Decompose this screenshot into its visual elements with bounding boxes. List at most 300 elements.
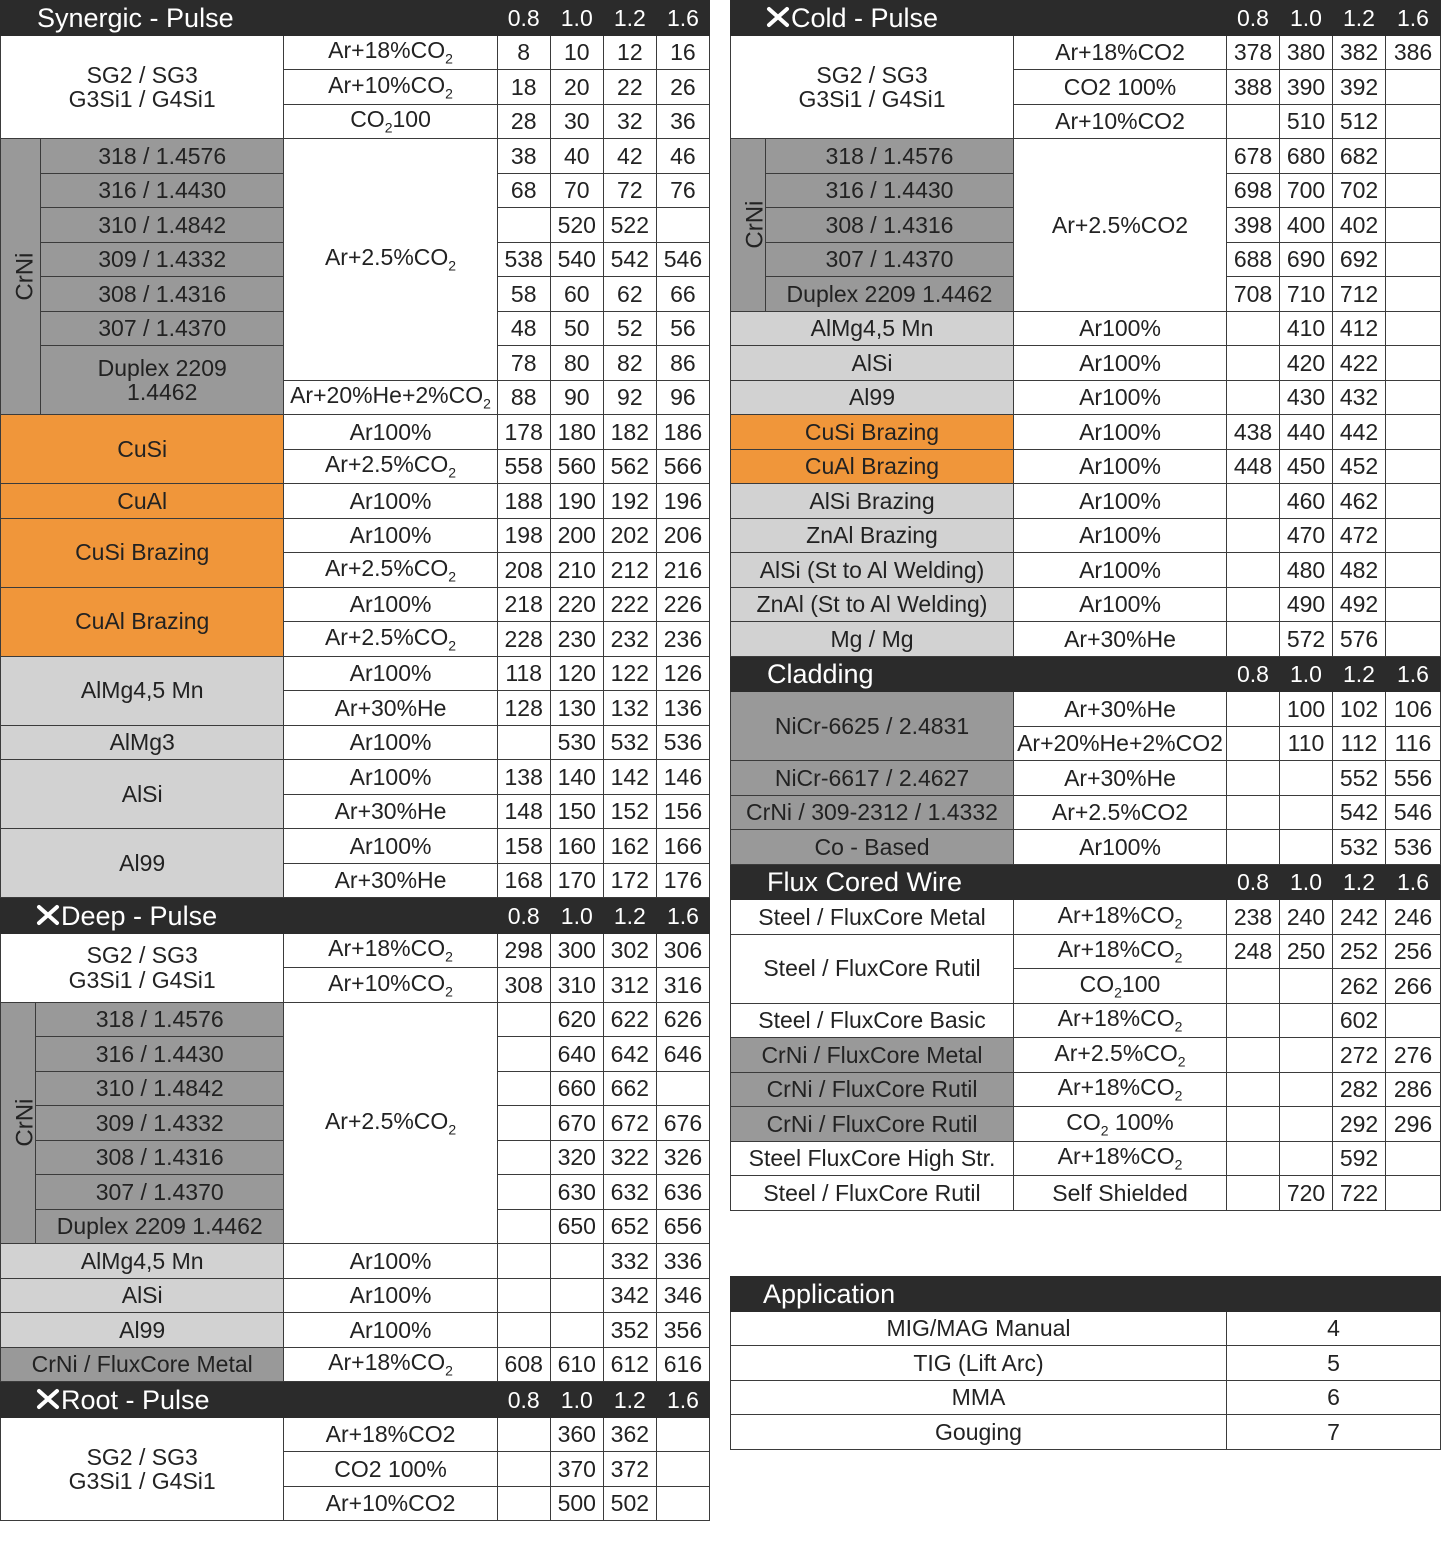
table-row — [1, 933, 710, 968]
subscript: 2 — [1100, 1122, 1109, 1139]
program-number: 652 — [603, 1209, 656, 1244]
program-number — [1386, 415, 1441, 450]
section-title — [731, 1, 1227, 36]
program-number — [1386, 380, 1441, 415]
gas-text: Ar+2.5%CO — [324, 554, 449, 581]
program-number: 460 — [1280, 484, 1333, 519]
program-number: 126 — [656, 656, 709, 691]
group-cell: CuAl Brazing — [1, 587, 284, 656]
gas-cell: Ar+18%CO2 — [284, 1417, 497, 1452]
program-number: 450 — [1280, 449, 1333, 484]
gas-cell: Ar+30%He — [284, 863, 497, 898]
program-number: 110 — [1280, 726, 1333, 761]
program-number: 636 — [656, 1175, 709, 1210]
gas-cell: Ar100% — [1014, 346, 1227, 381]
program-number: 310 — [550, 968, 603, 1003]
program-number: 148 — [497, 794, 550, 829]
program-number: 162 — [603, 829, 656, 864]
gas-text: Ar+10%CO — [328, 969, 446, 996]
program-number: 626 — [656, 1002, 709, 1037]
group-cell — [731, 139, 769, 312]
gas-text: Ar+18%CO — [1057, 1005, 1175, 1032]
program-number: 308 — [497, 968, 550, 1003]
program-number — [497, 1313, 550, 1348]
program-number: 502 — [603, 1486, 656, 1521]
program-number — [1227, 622, 1280, 657]
program-number: 710 — [1280, 277, 1333, 312]
gas-text: 100 — [392, 106, 431, 133]
table-row — [1, 484, 710, 519]
group-cell: 318 / 1.4576 — [766, 139, 1014, 174]
program-number: 372 — [603, 1452, 656, 1487]
program-number — [1227, 1176, 1280, 1211]
program-number: 196 — [656, 484, 709, 519]
group-cell — [1, 1002, 39, 1244]
program-number: 512 — [1333, 104, 1386, 139]
subscript: 2 — [1177, 1053, 1186, 1070]
program-number: 26 — [656, 70, 709, 105]
program-number: 76 — [656, 173, 709, 208]
program-number: 188 — [497, 484, 550, 519]
program-number — [497, 1037, 550, 1072]
group-cell — [1, 35, 284, 139]
table-row — [1, 35, 710, 70]
program-number: 300 — [550, 933, 603, 968]
program-number: 640 — [550, 1037, 603, 1072]
program-number — [1227, 969, 1280, 1004]
program-number: 170 — [550, 863, 603, 898]
program-number: 462 — [1333, 484, 1386, 519]
subscript: 2 — [1174, 1087, 1183, 1104]
group-label-line: SG2 / SG3 — [86, 942, 198, 969]
section-title-text: Root - Pulse — [61, 1384, 210, 1415]
program-number: 660 — [550, 1071, 603, 1106]
program-number: 646 — [656, 1037, 709, 1072]
group-label-line: SG2 / SG3 — [816, 61, 928, 88]
group-cell: 316 / 1.4430 — [36, 1037, 284, 1072]
program-number: 542 — [1333, 795, 1386, 830]
gas-cell: Ar100% — [1014, 830, 1227, 865]
group-cell: 308 / 1.4316 — [41, 277, 284, 312]
subscript: 2 — [1114, 984, 1122, 1001]
program-number: 610 — [550, 1347, 603, 1382]
group-cell: AlSi — [1, 1278, 284, 1313]
program-number: 480 — [1280, 553, 1333, 588]
program-number: 72 — [603, 173, 656, 208]
program-number: 36 — [656, 104, 709, 139]
program-number: 332 — [603, 1244, 656, 1279]
program-number: 546 — [1386, 795, 1441, 830]
program-number: 412 — [1333, 311, 1386, 346]
table-row — [1, 760, 710, 795]
program-number — [1227, 830, 1280, 865]
program-number — [1386, 449, 1441, 484]
program-number: 68 — [497, 173, 550, 208]
gas-cell: Ar+30%He — [1014, 622, 1227, 657]
gas-text: Ar+18%CO — [1057, 901, 1175, 928]
program-number — [1386, 277, 1441, 312]
program-number — [497, 1417, 550, 1452]
gas-cell — [284, 1347, 497, 1382]
program-number: 532 — [603, 725, 656, 760]
program-number: 138 — [497, 760, 550, 795]
program-number: 100 — [1280, 692, 1333, 727]
program-number: 48 — [497, 311, 550, 346]
gas-cell: Ar100% — [284, 1278, 497, 1313]
program-number — [1386, 139, 1441, 174]
program-number: 690 — [1280, 242, 1333, 277]
program-number: 708 — [1227, 277, 1280, 312]
wire-size-header: 1.0 — [1280, 865, 1333, 900]
group-cell: AlSi (St to Al Welding) — [731, 553, 1014, 588]
subscript: 2 — [1174, 949, 1183, 966]
program-number — [1227, 1003, 1280, 1038]
group-cell: Duplex 2209 1.4462 — [36, 1209, 284, 1244]
subscript: 2 — [445, 983, 453, 1000]
program-number: 448 — [1227, 449, 1280, 484]
group-cell: CuAl — [1, 484, 284, 519]
section-title-text: Cladding — [767, 659, 874, 690]
wire-size-header: 1.0 — [550, 1, 603, 36]
program-number: 680 — [1280, 139, 1333, 174]
group-cell: 310 / 1.4842 — [41, 208, 284, 243]
program-number: 378 — [1227, 35, 1280, 70]
program-number: 302 — [603, 933, 656, 968]
gas-cell: Ar100% — [284, 829, 497, 864]
group-cell: Al99 — [1, 829, 284, 898]
program-number — [1386, 311, 1441, 346]
program-number: 12 — [603, 35, 656, 70]
program-number: 352 — [603, 1313, 656, 1348]
gas-text: CO — [1079, 970, 1115, 997]
program-number: 22 — [603, 70, 656, 105]
program-number — [656, 1071, 709, 1106]
program-number: 558 — [497, 449, 550, 484]
program-number: 650 — [550, 1209, 603, 1244]
program-number: 326 — [656, 1140, 709, 1175]
gas-cell: Ar100% — [284, 656, 497, 691]
group-cell: Mg / Mg — [731, 622, 1014, 657]
program-number: 222 — [603, 587, 656, 622]
program-number: 38 — [497, 139, 550, 174]
group-cell: CrNi / FluxCore Metal — [731, 1038, 1014, 1073]
program-number — [656, 1452, 709, 1487]
application-value: 5 — [1227, 1346, 1441, 1381]
gas-cell: Ar+2.5%CO2 — [1014, 795, 1227, 830]
program-number — [497, 1071, 550, 1106]
group-cell: Steel FluxCore High Str. — [731, 1141, 1014, 1176]
application-value: 7 — [1227, 1415, 1441, 1450]
program-number: 672 — [603, 1106, 656, 1141]
program-number: 18 — [497, 70, 550, 105]
gas-text: Ar+18%CO — [1057, 1074, 1175, 1101]
group-label-line: G3Si1 / G4Si1 — [68, 966, 216, 993]
gas-text: Ar+18%CO — [328, 1349, 446, 1376]
group-cell: Steel / FluxCore Rutil — [731, 1176, 1014, 1211]
program-number: 112 — [1333, 726, 1386, 761]
gas-cell: Ar100% — [284, 484, 497, 519]
program-number: 560 — [550, 449, 603, 484]
program-number — [1280, 761, 1333, 796]
program-number — [497, 1486, 550, 1521]
program-number: 400 — [1280, 208, 1333, 243]
program-number: 566 — [656, 449, 709, 484]
application-row — [731, 1346, 1441, 1381]
section-header — [731, 1, 1441, 36]
program-number — [1227, 795, 1280, 830]
table-row — [1, 587, 710, 622]
program-number: 312 — [603, 968, 656, 1003]
table-row — [1, 1417, 710, 1452]
section-title — [731, 865, 1227, 900]
gas-text: Ar+18%CO — [1057, 1143, 1175, 1170]
wire-size-header: 1.2 — [603, 1, 656, 36]
wire-size-header: 1.6 — [656, 899, 709, 934]
program-number: 632 — [603, 1175, 656, 1210]
group-label-line: Duplex 2209 — [97, 354, 227, 381]
program-number: 440 — [1280, 415, 1333, 450]
gas-cell — [284, 104, 497, 139]
wire-size-header: 1.0 — [1280, 657, 1333, 692]
section-title-text: Synergic - Pulse — [37, 2, 234, 33]
program-number — [1386, 104, 1441, 139]
program-number: 722 — [1333, 1176, 1386, 1211]
right-column — [730, 0, 1440, 1211]
gas-cell — [1014, 1038, 1227, 1073]
program-number: 472 — [1333, 518, 1386, 553]
table-row — [731, 1038, 1441, 1073]
group-cell: Co - Based — [731, 830, 1014, 865]
program-number: 316 — [656, 968, 709, 1003]
program-number: 178 — [497, 415, 550, 450]
program-number: 56 — [656, 311, 709, 346]
group-cell: Duplex 2209 1.4462 — [766, 277, 1014, 312]
program-number: 16 — [656, 35, 709, 70]
program-number: 712 — [1333, 277, 1386, 312]
program-number — [1386, 484, 1441, 519]
program-number: 286 — [1386, 1072, 1441, 1107]
section-header — [1, 1383, 710, 1418]
group-cell: 316 / 1.4430 — [41, 173, 284, 208]
program-number: 46 — [656, 139, 709, 174]
program-number: 152 — [603, 794, 656, 829]
group-cell — [41, 346, 284, 415]
program-number: 336 — [656, 1244, 709, 1279]
group-cell: 309 / 1.4332 — [36, 1106, 284, 1141]
program-number — [1280, 1038, 1333, 1073]
program-number: 92 — [603, 380, 656, 415]
group-label-line: SG2 / SG3 — [86, 61, 198, 88]
program-number: 470 — [1280, 518, 1333, 553]
gas-cell — [284, 968, 497, 1003]
gas-cell: Ar+30%He — [1014, 761, 1227, 796]
group-cell: 316 / 1.4430 — [766, 173, 1014, 208]
program-number: 612 — [603, 1347, 656, 1382]
program-number: 386 — [1386, 35, 1441, 70]
wire-size-header: 1.2 — [1333, 657, 1386, 692]
gas-cell — [284, 1002, 497, 1244]
program-number — [1227, 518, 1280, 553]
gas-text: Ar+10%CO — [328, 71, 446, 98]
program-number — [1386, 1141, 1441, 1176]
gas-cell — [284, 139, 497, 381]
program-number — [1386, 1176, 1441, 1211]
program-number: 432 — [1333, 380, 1386, 415]
wire-size-header: 1.6 — [1386, 1, 1441, 36]
program-number: 592 — [1333, 1141, 1386, 1176]
application-section — [730, 1276, 1440, 1450]
table-row — [731, 518, 1441, 553]
group-cell: Al99 — [1, 1313, 284, 1348]
program-number: 230 — [550, 622, 603, 657]
group-cell: AlMg4,5 Mn — [731, 311, 1014, 346]
gas-cell: Ar+30%He — [284, 794, 497, 829]
application-table — [730, 1276, 1441, 1450]
gas-text: Ar+18%CO — [328, 37, 446, 64]
program-number: 156 — [656, 794, 709, 829]
group-cell: 309 / 1.4332 — [41, 242, 284, 277]
program-number: 50 — [550, 311, 603, 346]
section-title — [1, 899, 498, 934]
table-row — [731, 587, 1441, 622]
program-number: 678 — [1227, 139, 1280, 174]
program-number: 572 — [1280, 622, 1333, 657]
program-number: 688 — [1227, 242, 1280, 277]
gas-cell: Ar100% — [284, 760, 497, 795]
gas-text: Ar+2.5%CO — [324, 451, 449, 478]
program-number: 28 — [497, 104, 550, 139]
subscript: 2 — [448, 464, 457, 481]
gas-cell: Ar100% — [1014, 484, 1227, 519]
program-number: 298 — [497, 933, 550, 968]
subscript: 2 — [1174, 915, 1183, 932]
program-number — [1386, 70, 1441, 105]
program-number — [1227, 692, 1280, 727]
program-number — [1280, 1107, 1333, 1142]
gas-cell: Ar+10%CO2 — [284, 1486, 497, 1521]
program-number: 60 — [550, 277, 603, 312]
group-cell: CuAl Brazing — [731, 449, 1014, 484]
program-number: 630 — [550, 1175, 603, 1210]
gas-text: Ar+2.5%CO — [1054, 1039, 1178, 1066]
section-title — [1, 1383, 498, 1418]
wire-size-header: 0.8 — [497, 1, 550, 36]
program-number: 360 — [550, 1417, 603, 1452]
program-number: 296 — [1386, 1107, 1441, 1142]
program-number: 402 — [1333, 208, 1386, 243]
gas-cell — [284, 933, 497, 968]
program-number — [1386, 173, 1441, 208]
program-number: 136 — [656, 691, 709, 726]
subscript: 2 — [445, 85, 453, 102]
program-number: 86 — [656, 346, 709, 381]
gas-cell — [284, 553, 497, 588]
program-number: 106 — [1386, 692, 1441, 727]
program-number: 356 — [656, 1313, 709, 1348]
program-number: 20 — [550, 70, 603, 105]
program-number: 120 — [550, 656, 603, 691]
program-number: 430 — [1280, 380, 1333, 415]
program-number: 128 — [497, 691, 550, 726]
table-row — [731, 1141, 1441, 1176]
gas-cell: Ar+20%He+2%CO2 — [1014, 726, 1227, 761]
program-number: 422 — [1333, 346, 1386, 381]
wire-size-header: 1.6 — [656, 1383, 709, 1418]
program-number: 90 — [550, 380, 603, 415]
program-number: 202 — [603, 518, 656, 553]
program-number: 140 — [550, 760, 603, 795]
table-row — [731, 761, 1441, 796]
subscript: 2 — [448, 1121, 457, 1138]
program-number — [1227, 311, 1280, 346]
gas-cell: Ar100% — [284, 518, 497, 553]
program-number: 342 — [603, 1278, 656, 1313]
application-label: MMA — [731, 1380, 1227, 1415]
gas-cell: Ar100% — [284, 1313, 497, 1348]
program-number — [1280, 1072, 1333, 1107]
table-row — [731, 415, 1441, 450]
program-number — [1227, 484, 1280, 519]
section-header — [1, 1, 710, 36]
synergic-pulse-table — [0, 0, 710, 898]
program-number: 272 — [1333, 1038, 1386, 1073]
program-number — [1280, 1141, 1333, 1176]
program-number — [497, 1140, 550, 1175]
gas-cell — [284, 622, 497, 657]
program-number: 58 — [497, 277, 550, 312]
program-number: 146 — [656, 760, 709, 795]
section-header — [731, 657, 1441, 692]
program-number — [1227, 1072, 1280, 1107]
cladding-table — [730, 657, 1441, 865]
table-row — [1, 829, 710, 864]
group-cell: CuSi Brazing — [1, 518, 284, 587]
table-row — [731, 795, 1441, 830]
flux-cored-wire-table — [730, 865, 1441, 1211]
gas-cell: Ar100% — [1014, 449, 1227, 484]
program-number: 438 — [1227, 415, 1280, 450]
gas-cell: Ar100% — [1014, 380, 1227, 415]
table-row — [731, 830, 1441, 865]
program-number: 552 — [1333, 761, 1386, 796]
application-label: Gouging — [731, 1415, 1227, 1450]
table-row — [731, 380, 1441, 415]
section-title-text: Cold - Pulse — [791, 2, 939, 33]
section-header — [731, 865, 1441, 900]
program-number: 256 — [1386, 934, 1441, 969]
program-number: 380 — [1280, 35, 1333, 70]
program-number: 132 — [603, 691, 656, 726]
group-cell: AlSi — [1, 760, 284, 829]
program-number: 10 — [550, 35, 603, 70]
gas-cell: Ar+2.5%CO2 — [1014, 139, 1227, 312]
program-number: 536 — [1386, 830, 1441, 865]
table-row — [1, 415, 710, 450]
program-number: 142 — [603, 760, 656, 795]
program-number: 158 — [497, 829, 550, 864]
section-title-text: Deep - Pulse — [61, 900, 218, 931]
section-title — [731, 657, 1227, 692]
program-number — [550, 1313, 603, 1348]
program-number: 442 — [1333, 415, 1386, 450]
program-number: 32 — [603, 104, 656, 139]
group-cell: 308 / 1.4316 — [36, 1140, 284, 1175]
program-number: 252 — [1333, 934, 1386, 969]
program-number — [656, 1417, 709, 1452]
subscript: 2 — [384, 119, 393, 136]
gas-cell — [284, 449, 497, 484]
gas-cell: Ar100% — [1014, 553, 1227, 588]
